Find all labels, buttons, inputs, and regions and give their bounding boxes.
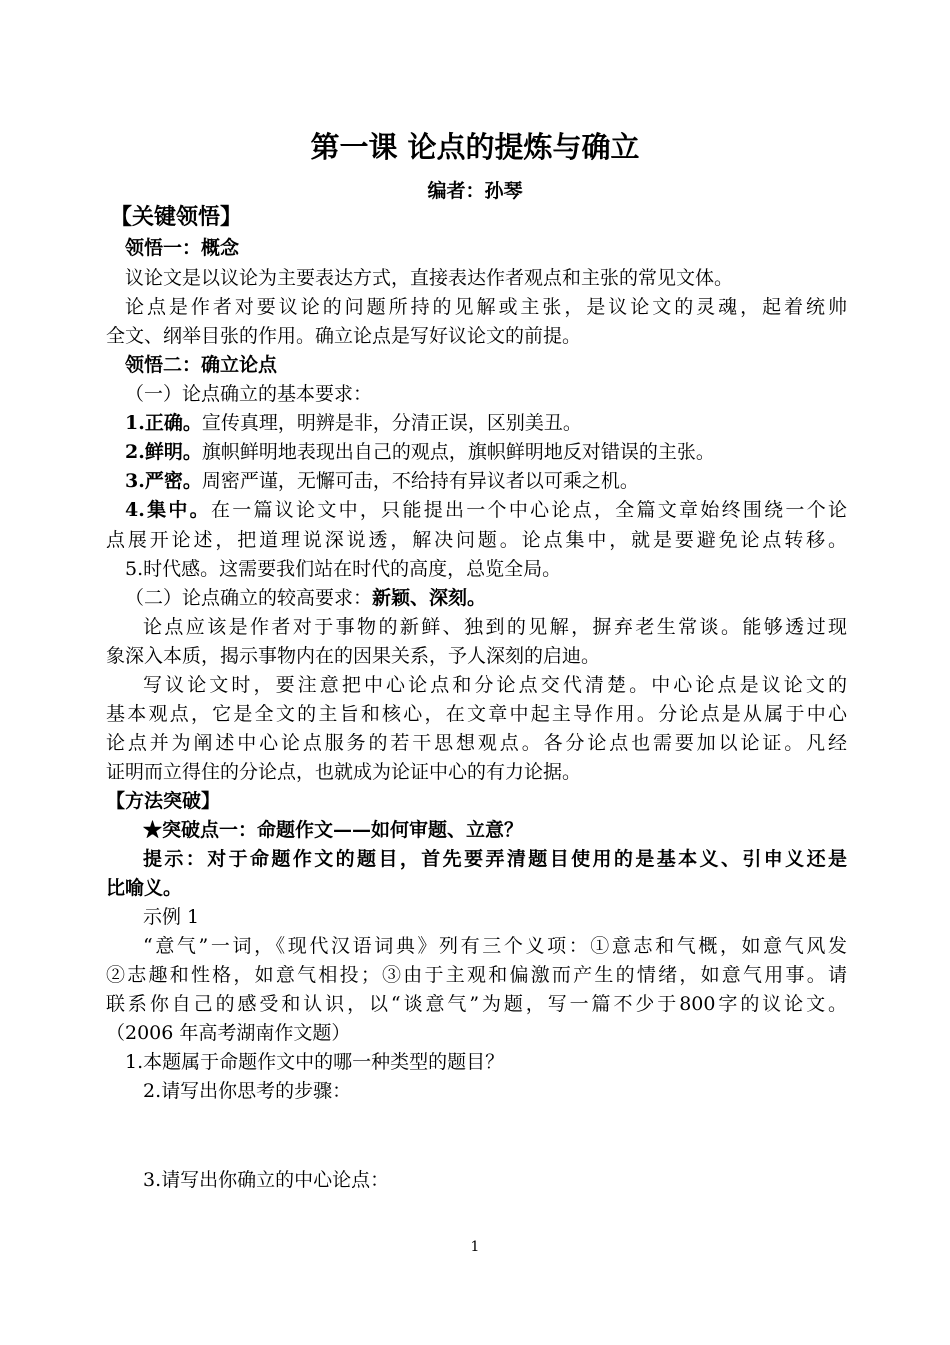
requirement-text: 周密严谨，无懈可击，不给持有异议者以可乘之机。 [201,470,639,492]
requirement-item-4 [125,496,847,524]
requirement-label: 3.严密。 [125,470,202,492]
requirement-text: 旗帜鲜明地表现出自己的观点，旗帜鲜明地反对错误的主张。 [201,441,715,463]
page-number: 1 [470,1239,480,1255]
section-heading-method-breakthrough: 【方法突破】 [106,790,221,812]
question-1: 1.本题属于命题作文中的哪一种类型的题目？ [125,1051,505,1073]
higher-requirements-heading [125,584,486,612]
insight-two-heading: 领悟二：确立论点 [125,354,278,376]
example-text-line-4: （2006 年高考湖南作文题） [106,1022,351,1044]
center-paragraph-line-3: 论点并为阐述中心论点服务的若干思想观点。各分论点也需要加以论证。凡经 [106,732,847,754]
novel-paragraph-line-2: 象深入本质，揭示事物内在的因果关系，予人深刻的启迪。 [106,645,601,667]
requirement-label: 1.正确。 [125,412,202,434]
author-line: 编者：孙琴 [427,180,523,202]
center-paragraph-line-1: 写议论文时，要注意把中心论点和分论点交代清楚。中心论点是议论文的 [143,674,847,696]
requirement-item-1 [125,409,582,437]
basic-requirements-heading: （一）论点确立的基本要求： [125,383,373,405]
requirement-item-2 [125,438,715,466]
center-paragraph-line-4: 证明而立得住的分论点，也就成为论证中心的有力论据。 [106,761,582,783]
requirement-label: 2.鲜明。 [125,441,202,463]
example-text-line-3: 联系你自己的感受和认识，以“谈意气”为题，写一篇不少于800字的议论文。 [106,993,847,1015]
higher-requirements-prefix: （二）论点确立的较高要求： [125,587,373,609]
question-2: 2.请写出你思考的步骤： [143,1080,352,1102]
example-text-line-1: “意气”一词，《现代汉语词典》列有三个义项：①意志和气概，如意气风发 [143,935,847,957]
requirement-item-3 [125,467,639,495]
page-title: 第一课 论点的提炼与确立 [310,130,640,164]
example-label: 示例 1 [143,906,200,928]
requirement-text: 宣传真理，明辨是非，分清正误，区别美丑。 [201,412,582,434]
novel-paragraph-line-1: 论点应该是作者对于事物的新鲜、独到的见解，摒弃老生常谈。能够透过现 [143,616,847,638]
requirement-item-4-continued: 点展开论述，把道理说深说透，解决问题。论点集中，就是要避免论点转移。 [106,529,847,551]
hint-line-2: 比喻义。 [106,877,183,899]
section-heading-key-insights: 【关键领悟】 [110,205,243,230]
insight-one-paragraph-2-line-1: 论点是作者对要议论的问题所持的见解或主张，是议论文的灵魂，起着统帅 [125,296,847,318]
breakthrough-point-one: ★突破点一：命题作文——如何审题、立意？ [143,819,524,841]
question-3: 3.请写出你确立的中心论点： [143,1169,390,1191]
center-paragraph-line-2: 基本观点，它是全文的主旨和核心，在文章中起主导作用。分论点是从属于中心 [106,703,847,725]
hint-line-1: 提示：对于命题作文的题目，首先要弄清题目使用的是基本义、引申义还是 [143,848,847,870]
insight-one-paragraph-1: 议论文是以议论为主要表达方式，直接表达作者观点和主张的常见文体。 [125,267,734,289]
example-text-line-2: ②志趣和性格，如意气相投；③由于主观和偏激而产生的情绪，如意气用事。请 [106,964,847,986]
requirement-text: 在一篇议论文中，只能提出一个中心论点，全篇文章始终围绕一个论 [210,499,847,521]
insight-one-heading: 领悟一：概念 [125,237,240,259]
requirement-label: 4.集中。 [125,499,211,521]
higher-requirements-emphasis: 新颖、深刻。 [372,587,487,609]
insight-one-paragraph-2-line-2: 全文、纲举目张的作用。确立论点是写好议论文的前提。 [106,325,582,347]
requirement-item-5: 5.时代感。这需要我们站在时代的高度，总览全局。 [125,558,562,580]
